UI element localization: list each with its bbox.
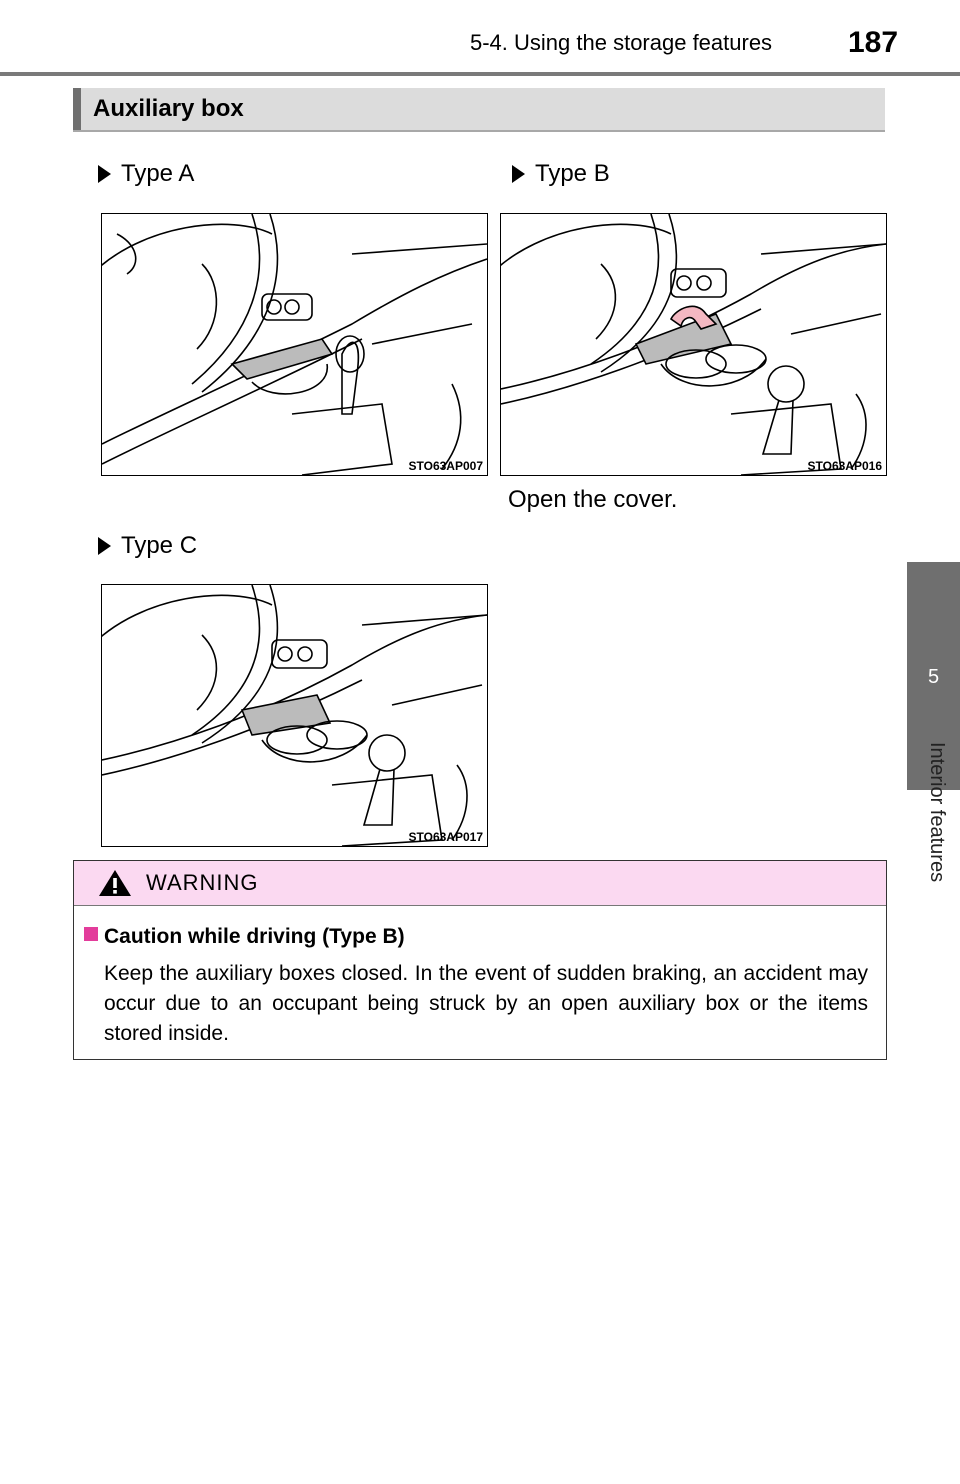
figure-type-b [500,213,887,476]
figure-caption-b: Open the cover. [508,486,678,513]
type-b-label-text: Type B [535,160,610,187]
warning-subtitle: Caution while driving (Type B) [104,925,405,948]
triangle-bullet-icon [98,165,111,183]
dashboard-illustration-b [501,214,886,475]
warning-body: Keep the auxiliary boxes closed. In the event of sudden braking, an accident may occur due to an occupant being struck by an open auxiliary box or the items stored inside. [104,962,868,1045]
warning-title: WARNING [146,870,259,895]
type-c-label [98,532,197,560]
warning-header [74,861,886,906]
figure-code-a: STO63AP007 [408,459,483,473]
type-c-label-text: Type C [121,532,198,559]
type-a-label [98,160,194,188]
warning-triangle-icon [98,869,132,897]
type-b-label [512,160,610,188]
page-number: 187 [848,26,899,59]
triangle-bullet-icon [512,165,525,183]
figure-code-b: STO63AP016 [807,459,882,473]
header-rule [0,72,960,76]
section-bar-accent [73,88,81,130]
chapter-tab-label: Interior features [926,742,948,883]
warning-bullet-square-icon [84,927,98,941]
chapter-tab-number: 5 [927,666,940,688]
dashboard-illustration-a [102,214,487,475]
section-title: Auxiliary box [93,95,244,122]
type-a-label-text: Type A [121,160,195,187]
triangle-bullet-icon [98,537,111,555]
figure-type-a [101,213,488,476]
warning-box [73,860,887,1060]
figure-type-c [101,584,488,847]
section-heading-bar [73,88,885,132]
dashboard-illustration-c [102,585,487,846]
running-header: 5-4. Using the storage features [470,30,773,55]
figure-code-c: STO63AP017 [408,830,483,844]
